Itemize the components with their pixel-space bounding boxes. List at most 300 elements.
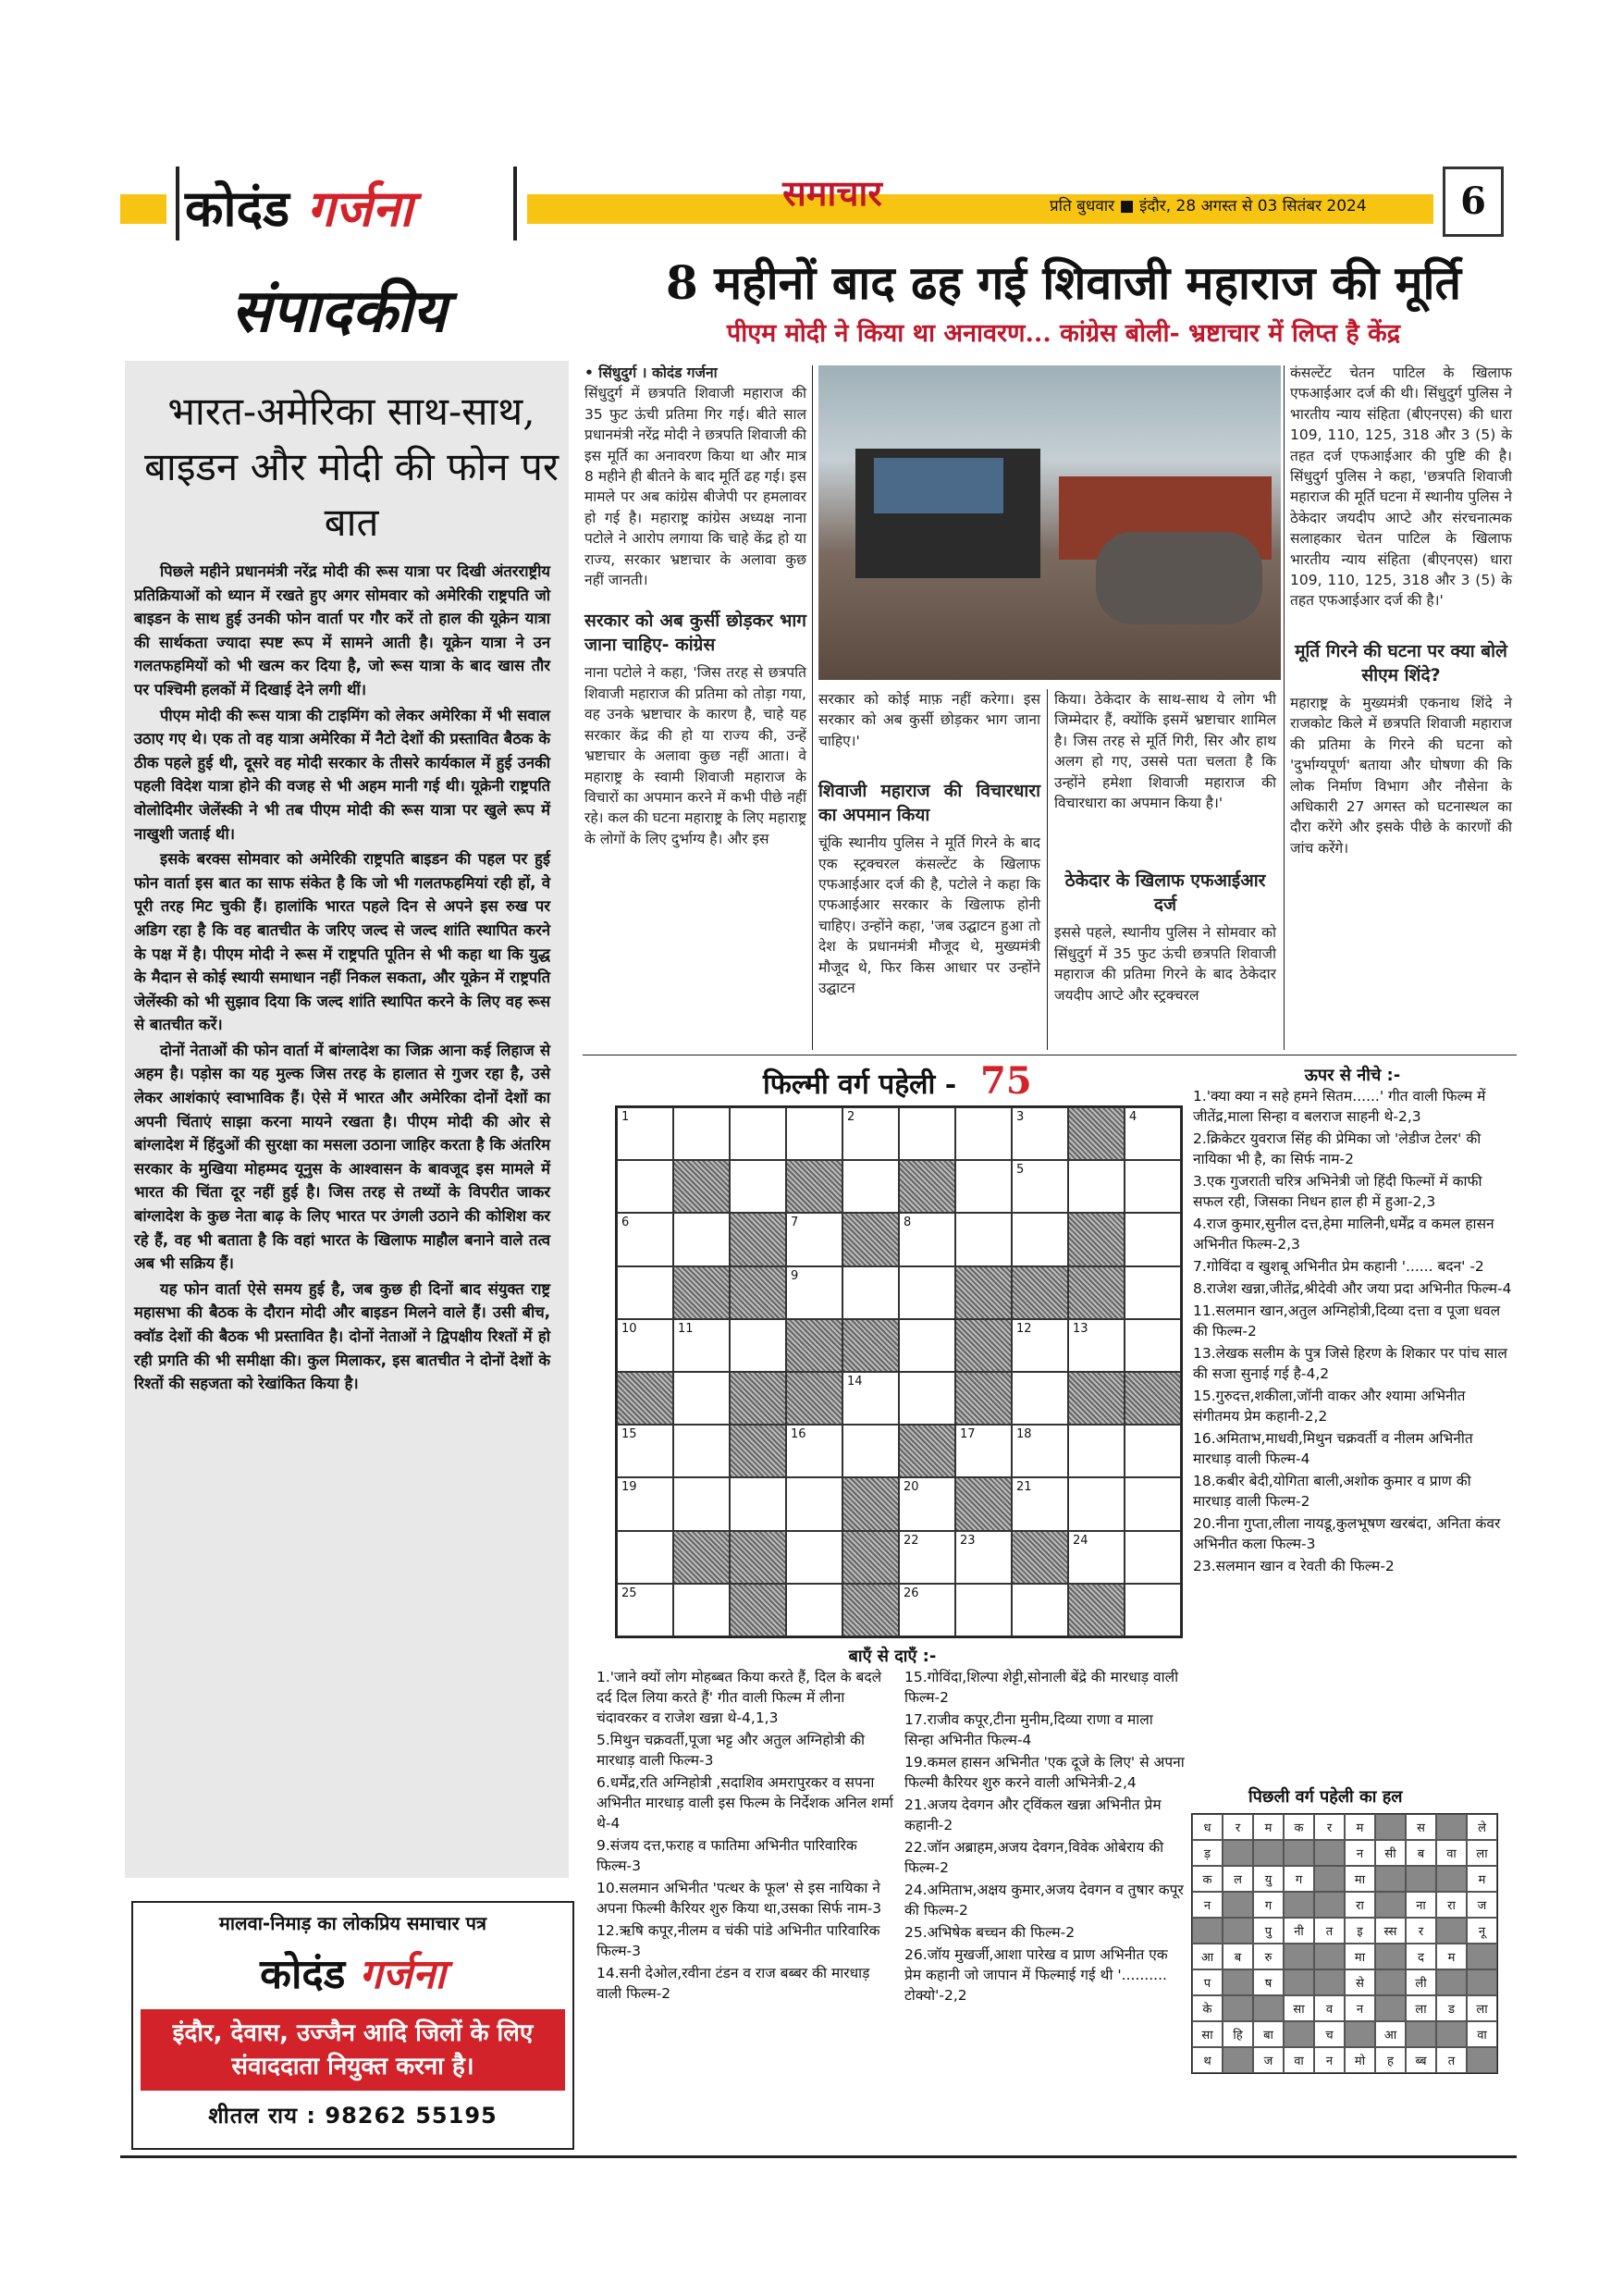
crossword-block (1012, 1531, 1068, 1584)
crossword-cell[interactable] (1012, 1477, 1068, 1530)
crossword-cell[interactable] (955, 1213, 1012, 1265)
clue-number: 6 (621, 1216, 630, 1230)
crossword-block (617, 1372, 673, 1425)
down-clues (1193, 1066, 1512, 1578)
crossword-cell[interactable] (899, 1107, 955, 1160)
column-rule (812, 365, 813, 1050)
solution-block (1467, 1969, 1497, 1995)
clue-item: 1.'क्या क्या न सहे हमने सितम......' गीत वाली फिल्म में जीतेंद्र,माला सिन्हा व बलराज साहनी थे-2,3 (1193, 1088, 1486, 1125)
crossword-cell[interactable] (1012, 1584, 1068, 1636)
clue-item: 6.धर्मेंद्र,रति अग्निहोत्री ,सदाशिव अमरापुरकर व सपना अभिनीत मारधाड़ वाली इस फिल्म के निर्देशक अनिल शर्मा थे-4 (596, 1774, 893, 1832)
solution-cell: न (1345, 1995, 1375, 2021)
clue-number: 4 (1129, 1110, 1137, 1124)
crossword-block (730, 1213, 786, 1265)
crossword-block (730, 1372, 786, 1425)
solution-cell: ग (1284, 1866, 1314, 1892)
story-dateline: • सिंधुदुर्ग । कोदंड गर्जना (584, 364, 718, 381)
solution-block (1223, 1840, 1253, 1866)
story-text: चूंकि स्थानीय पुलिस ने मूर्ति गिरने के बाद एक स्ट्रक्चरल कंसल्टेंट के खिलाफ एफआईआर दर्ज की है, पटोले ने कहा कि एफआईआर सरकार के खिलाफ होनी चाहिए। उन्होंने कहा, 'जब उद्घाटन हुआ तो देश के प्रधानमंत्री मौजूद थे, मुख्यमंत्री मौजूद थे, फिर किस आधार पर उन्होंने उद्घाटन (818, 834, 1040, 997)
solution-cell: के (1192, 1995, 1223, 2021)
solution-cell: म (1467, 1866, 1497, 1892)
solution-block (1345, 2021, 1375, 2047)
solution-cell: ड़ (1192, 1840, 1223, 1866)
crossword-cell[interactable] (786, 1531, 842, 1584)
crossword-cell[interactable] (673, 1425, 730, 1477)
crossword-block (1068, 1266, 1125, 1319)
crossword-cell[interactable] (842, 1160, 899, 1213)
story-subheading: ठेकेदार के खिलाफ एफआईआर दर्ज (1064, 870, 1266, 916)
crossword-number: 75 (980, 1059, 1032, 1103)
solution-block (1467, 2047, 1497, 2073)
solution-block (1375, 1944, 1406, 1969)
crossword-cell[interactable] (617, 1531, 673, 1584)
solution-block (1314, 1840, 1345, 1866)
story-text: नाना पटोले ने कहा, 'जिस तरह से छत्रपति शिवाजी महाराज की प्रतिमा को तोड़ा गया, वह उनके भ्रष्टाचार के कारण है, चाहे यह सरकार केंद्र की हो या राज्य की, उन्हें भ्रष्टाचार के अलावा कुछ नहीं आता। वे महाराष्ट्र के स्वामी शिवाजी महाराज के विचारों का अपमान करने में कभी पीछे नहीं रहे। कल की घटना महाराष्ट्र के लिए महाराष्ट्र के लोगों के लिए दुर्भाग्य है। और इस (584, 664, 806, 847)
solution-cell: थ (1192, 2047, 1223, 2073)
clue-item: 4.राज कुमार,सुनील दत्त,हेमा मालिनी,धर्मेंद्र व कमल हासन अभिनीत फिल्म-2,3 (1193, 1216, 1494, 1253)
solution-title: पिछली वर्ग पहेली का हल (1248, 1787, 1403, 1807)
solution-block (1223, 1892, 1253, 1918)
crossword-cell[interactable] (899, 1584, 955, 1636)
solution-block (1284, 1840, 1314, 1866)
solution-cell: से (1345, 1969, 1375, 1995)
story-col-1 (584, 363, 806, 849)
solution-block (1223, 1918, 1253, 1944)
solution-cell: च (1314, 2021, 1345, 2047)
clue-item: 11.सलमान खान,अतुल अग्निहोत्री,दिव्या दत्ता व पूजा धवल की फिल्म-2 (1193, 1302, 1501, 1339)
crossword-block (1068, 1213, 1125, 1265)
clue-number: 22 (904, 1533, 919, 1548)
crossword-cell[interactable] (1125, 1425, 1181, 1477)
crossword-block (1068, 1584, 1125, 1636)
solution-block (1223, 1995, 1253, 2021)
solution-cell: ब (1223, 1944, 1253, 1969)
ad-tagline: मालवा-निमाड़ का लोकप्रिय समाचार पत्र (218, 1912, 487, 1934)
clue-number: 21 (1016, 1480, 1032, 1495)
crossword-cell[interactable] (730, 1477, 786, 1530)
crossword-cell[interactable] (617, 1160, 673, 1213)
story-text: महाराष्ट्र के मुख्यमंत्री एकनाथ शिंदे ने राजकोट किले में छत्रपति शिवाजी महाराज की प्रतिमा के गिरने की घटना को 'दुर्भाग्यपूर्ण' बताया और घोषणा की कि लोक निर्माण विभाग और नौसेना के अधिकारी 27 अगस्त को घटनास्थल का दौरा करेंगे और इसके पीछे के कारणों की जांच करेंगे। (1290, 694, 1512, 857)
crossword-cell[interactable] (786, 1107, 842, 1160)
solution-cell: रु (1253, 1944, 1284, 1969)
solution-cell: वा (1467, 2021, 1497, 2047)
editorial-paragraph: पीएम मोदी की रूस यात्रा की टाइमिंग को लेकर अमेरिका में भी सवाल उठाए गए थे। एक तो वह यात्रा अमेरिका में नैटो देशों की प्रस्तावित बैठक के ठीक पहले हुई थी, दूसरे वह मोदी सरकार के तीसरे कार्यकाल में हुई उनकी पहली विदेश यात्रा होने की वजह से भी अहम मानी गई थी। यूक्रेनी राष्ट्रपति वोलोदिमीर जेलेंस्की ने भी तब पीएम मोदी की रूस यात्रा पर खुले रूप में नाखुशी जताई थी। (134, 706, 550, 843)
crossword-cell[interactable] (617, 1477, 673, 1530)
crossword-cell[interactable] (673, 1213, 730, 1265)
crossword-cell[interactable] (899, 1477, 955, 1530)
clue-item: 18.कबीर बेदी,योगिता बाली,अशोक कुमार व प्राण की मारधाड़ वाली फिल्म-2 (1193, 1473, 1471, 1510)
solution-grid (1191, 1813, 1498, 2074)
solution-block (1284, 1944, 1314, 1969)
solution-cell: ग (1253, 1892, 1284, 1918)
clue-item: 25.अभिषेक बच्चन की फिल्म-2 (904, 1924, 1076, 1941)
crossword-cell[interactable] (617, 1213, 673, 1265)
crossword-cell[interactable] (617, 1425, 673, 1477)
clue-number: 9 (791, 1268, 799, 1283)
clue-item: 2.क्रिकेटर युवराज सिंह की प्रेमिका जो 'लेडीज टेलर' की नायिका भी है, का सिर्फ नाम-2 (1193, 1130, 1482, 1167)
crossword-cell[interactable] (786, 1477, 842, 1530)
clue-number: 1 (621, 1110, 630, 1124)
crossword-cell[interactable] (617, 1319, 673, 1372)
solution-cell: वा (1284, 2047, 1314, 2073)
solution-cell: ली (1406, 1969, 1436, 1995)
crossword-block (730, 1584, 786, 1636)
crossword-cell[interactable] (673, 1107, 730, 1160)
crossword-cell[interactable] (899, 1213, 955, 1265)
crossword-cell[interactable] (1068, 1425, 1125, 1477)
solution-block (1253, 1995, 1284, 2021)
solution-cell: ला (1406, 1995, 1436, 2021)
solution-block (1284, 1969, 1314, 1995)
solution-block (1436, 1918, 1467, 1944)
solution-block (1406, 1866, 1436, 1892)
solution-cell: द (1406, 1944, 1436, 1969)
solution-cell: ना (1406, 1892, 1436, 1918)
clue-number: 14 (847, 1375, 863, 1389)
solution-cell: ज (1467, 1892, 1497, 1918)
crossword-block (673, 1531, 730, 1584)
crossword-cell[interactable] (842, 1372, 899, 1425)
crossword-cell[interactable] (1125, 1160, 1181, 1213)
crossword-cell[interactable] (786, 1425, 842, 1477)
crossword-cell[interactable] (1012, 1372, 1068, 1425)
clue-number: 10 (621, 1321, 637, 1336)
crossword-block (842, 1531, 899, 1584)
editorial-paragraph: यह फोन वार्ता ऐसे समय हुई है, जब कुछ ही दिनों बाद संयुक्त राष्ट्र महासभा की बैठक के दौरान मोदी और बाइडन मिलने वाले हैं। उसी बीच, क्वॉड देशों की बैठक भी प्रस्तावित है। दोनों नेताओं ने द्विपक्षीय रिश्तों में हो रही प्रगति की भी समीक्षा की। कुल मिलाकर, इस बातचीत ने दोनों देशों के रिश्तों की सहजता को रेखांकित किया है। (134, 1279, 550, 1393)
solution-cell: बा (1253, 2021, 1284, 2047)
solution-cell: ल (1223, 1866, 1253, 1892)
logo-word-1: कोदंड (185, 179, 290, 238)
solution-cell: र (1223, 1814, 1253, 1840)
crossword-block (730, 1425, 786, 1477)
crossword-cell[interactable] (617, 1584, 673, 1636)
editorial-paragraph: इसके बरक्स सोमवार को अमेरिकी राष्ट्रपति बाइडन की पहल पर हुई फोन वार्ता इस बात का साफ संकेत है कि जो भी गलतफहमियां रही हों, वे पूरी तरह मिट चुकी हैं। हालांकि भारत पहले दिन से अपने इस रुख पर अडिग रहा है कि वह बातचीत के जरिए जल्द से जल्द शांति स्थापित करने के पक्ष में है। पीएम मोदी ने रूस में राष्ट्रपति पूतिन से भी कहा था कि युद्ध के मैदान से कोई स्थायी समाधान नहीं निकल सकता, और यूक्रेन में राष्ट्रपति जेलेंस्की को भी सुझाव दिया कि जल्द शांति स्थापित करने के लिए वह रूस से बातचीत करें। (134, 850, 550, 1034)
clue-item: 3.एक गुजराती चरित्र अभिनेत्री जो हिंदी फिल्मों में काफी सफल रही, जिसका निधन हाल ही में हुआ-2,3 (1193, 1173, 1482, 1210)
story-subhead: पीएम मोदी ने किया था अनावरण... कांग्रेस बोली- भ्रष्टाचार में लिप्त है केंद्र (726, 319, 1401, 348)
crossword-cell[interactable] (786, 1266, 842, 1319)
crossword-block (1068, 1372, 1125, 1425)
solution-cell: ष (1253, 1969, 1284, 1995)
solution-cell: ले (1467, 1814, 1497, 1840)
crossword-cell[interactable] (955, 1584, 1012, 1636)
clue-item: 9.संजय दत्त,फराह व फातिमा अभिनीत पारिवारिक फिल्म-3 (596, 1837, 857, 1874)
solution-cell: मा (1345, 1944, 1375, 1969)
solution-cell: त (1314, 1918, 1345, 1944)
solution-cell: वा (1436, 1840, 1467, 1866)
crossword-cell[interactable] (1125, 1584, 1181, 1636)
crossword-cell[interactable] (673, 1584, 730, 1636)
crossword-block (899, 1425, 955, 1477)
story-headline: 8 महीनों बाद ढह गई शिवाजी महाराज की मूर्ति (666, 255, 1461, 310)
crossword-block (899, 1160, 955, 1213)
clue-item: 22.जॉन अब्राहम,अजय देवगन,विवेक ओबेराय की फिल्म-2 (904, 1839, 1164, 1876)
crossword-cell[interactable] (899, 1531, 955, 1584)
ad-logo-word-1: कोदंड (260, 1951, 346, 1998)
page-number: 6 (1443, 167, 1504, 237)
crossword-cell[interactable] (1012, 1160, 1068, 1213)
crossword-cell[interactable] (1068, 1319, 1125, 1372)
advertisement (131, 1901, 574, 2150)
crossword-cell[interactable] (955, 1160, 1012, 1213)
clue-item: 7.गोविंदा व खुशबू अभिनीत प्रेम कहानी '...... बदन' -2 (1193, 1258, 1484, 1275)
clue-number: 5 (1016, 1163, 1025, 1178)
story-subheading: शिवाजी महाराज की विचारधारा का अपमान किया (818, 781, 1040, 826)
solution-block (1375, 1995, 1406, 2021)
solution-cell: ब्ब (1406, 2047, 1436, 2073)
crossword-cell[interactable] (1125, 1477, 1181, 1530)
solution-cell: सी (1375, 1840, 1406, 1866)
solution-cell: ला (1467, 1995, 1497, 2021)
clue-number: 25 (621, 1586, 637, 1600)
clue-item: 24.अमिताभ,अक्षय कुमार,अजय देवगन व तुषार कपूर की फिल्म-2 (904, 1882, 1184, 1919)
crossword-block (673, 1266, 730, 1319)
editorial-paragraph: दोनों नेताओं की फोन वार्ता में बांग्लादेश का जिक्र आना कई लिहाज से अहम है। पड़ोस का यह मुल्क जिस तरह के हालात से गुजर रहा है, उसे लेकर आशंकाएं स्वाभाविक हैं। ऐसे में भारत और अमेरिका दोनों देशों का अपनी चिंताएं साझा करना मायने रखता है। पीएम मोदी की ओर से बांग्लादेश में हिंदुओं की सुरक्षा का मसला उठाना जाहिर करता है कि अंतरिम सरकार के मुखिया मोहम्मद यूनुस के आश्वासन के बावजूद इस मामले में भारत की चिंता दूर नहीं हुई है। जिस तरह से तथ्यों के विपरीत जाकर बांग्लादेश के कुछ नेता बाढ़ के लिए भारत पर उंगली उठाने की कोशिश कर रहे हैं, वह भी बताता है कि वहां भारत के खिलाफ माहौल बनाने वाले तत्व अब भी सक्रिय हैं। (134, 1041, 550, 1273)
logo-word-2: गर्जना (306, 179, 413, 238)
solution-block (1375, 1892, 1406, 1918)
crossword-cell[interactable] (730, 1319, 786, 1372)
solution-block (1436, 1814, 1467, 1840)
solution-cell: म (1253, 1814, 1284, 1840)
solution-block (1284, 1892, 1314, 1918)
clue-item: 20.नीना गुप्ता,लीला नायडू,कुलभूषण खरबंदा, अनिता कंवर अभिनीत कला फिल्म-3 (1193, 1515, 1501, 1552)
clue-item: 12.ऋषि कपूर,नीलम व चंकी पांडे अभिनीत पारिवारिक फिल्म-3 (596, 1922, 880, 1959)
story-col-2 (818, 689, 1040, 998)
crossword-block (955, 1372, 1012, 1425)
crossword-cell[interactable] (899, 1266, 955, 1319)
ad-message: इंदौर, देवास, उज्जैन आदि जिलों के लिए संवाददाता नियुक्त करना है। (141, 2009, 565, 2091)
clue-item: 16.अमिताभ,माधवी,मिथुन चक्रवर्ती व नीलम अभिनीत मारधाड़ वाली फिल्म-4 (1193, 1430, 1473, 1467)
solution-cell: मो (1345, 2047, 1375, 2073)
solution-block (1253, 1840, 1284, 1866)
clue-item: 1.'जाने क्यों लोग मोहब्बत किया करते हैं, दिल के बदले दर्द दिल लिया करते हैं' गीत वाली फिल्म में लीना चंदावरकर व राजेश खन्ना थे-4,1,3 (596, 1669, 882, 1726)
solution-block (1436, 1969, 1467, 1995)
column-rule (1284, 365, 1285, 1050)
solution-cell: म (1345, 1814, 1375, 1840)
clue-number: 15 (621, 1427, 637, 1442)
ad-contact: शीतल राय : 98262 55195 (208, 2103, 498, 2129)
crossword-block (842, 1584, 899, 1636)
crossword-cell[interactable] (1068, 1477, 1125, 1530)
clue-item: 13.लेखक सलीम के पुत्र जिसे हिरण के शिकार पर पांच साल की सजा सुनाई गई है-4,2 (1193, 1345, 1507, 1382)
solution-cell: नी (1284, 1918, 1314, 1944)
solution-block (1223, 2047, 1253, 2073)
crossword-cell[interactable] (617, 1107, 673, 1160)
crossword-cell[interactable] (955, 1107, 1012, 1160)
crossword-cell[interactable] (955, 1531, 1012, 1584)
clue-item: 17.राजीव कपूर,टीना मुनीम,दिव्या राणा व माला सिन्हा अभिनीत फिल्म-4 (904, 1711, 1153, 1748)
solution-cell: र (1406, 1918, 1436, 1944)
crossword-cell[interactable] (1068, 1160, 1125, 1213)
ad-logo-word-2: गर्जना (359, 1951, 446, 1998)
crossword-block (955, 1477, 1012, 1530)
clue-number: 24 (1073, 1533, 1088, 1548)
clue-number: 13 (1073, 1321, 1088, 1336)
crossword-block (1012, 1266, 1068, 1319)
story-col-4 (1290, 363, 1512, 858)
crossword-cell[interactable] (1125, 1319, 1181, 1372)
crossword-cell[interactable] (1068, 1531, 1125, 1584)
clue-item: 14.सनी देओल,रवीना टंडन व राज बब्बर की मारधाड़ वाली फिल्म-2 (596, 1965, 870, 2002)
solution-block (1406, 2021, 1436, 2047)
solution-cell: र (1314, 1814, 1345, 1840)
crossword-block (1125, 1372, 1181, 1425)
solution-block (1375, 1866, 1406, 1892)
masthead-band-left (120, 194, 166, 224)
masthead-logo (166, 167, 527, 250)
solution-cell: आ (1192, 1944, 1223, 1969)
clue-number: 18 (1016, 1427, 1032, 1442)
crossword-cell[interactable] (673, 1319, 730, 1372)
dateline: प्रति बुधवार ■ इंदौर, 28 अगस्त से 03 सितंबर 2024 (1050, 197, 1367, 216)
solution-cell: ड (1436, 1995, 1467, 2021)
solution-cell: त (1436, 2047, 1467, 2073)
solution-cell: न (1345, 1840, 1375, 1866)
crossword-cell[interactable] (617, 1266, 673, 1319)
clue-item: 23.सलमान खान व रेवती की फिल्म-2 (1193, 1558, 1395, 1574)
column-rule (1047, 689, 1048, 1050)
solution-cell: स्स (1375, 1918, 1406, 1944)
story-col-3 (1054, 689, 1276, 1006)
clue-number: 26 (904, 1586, 919, 1600)
solution-block (1284, 2021, 1314, 2047)
solution-cell: प (1192, 1969, 1223, 1995)
story-text: सरकार को कोई माफ़ नहीं करेगा। इस सरकार को अब कुर्सी छोड़कर भाग जाना चाहिए।' (818, 691, 1040, 749)
crossword-cell[interactable] (1012, 1425, 1068, 1477)
crossword-cell[interactable] (842, 1425, 899, 1477)
crossword-cell[interactable] (842, 1266, 899, 1319)
crossword-block (730, 1266, 786, 1319)
clue-number: 11 (678, 1321, 694, 1336)
clue-number: 7 (791, 1216, 799, 1230)
story-subheading: मूर्ति गिरने की घटना पर क्या बोले सीएम शिंदे? (1295, 640, 1507, 685)
crossword-cell[interactable] (899, 1319, 955, 1372)
solution-cell: नू (1467, 1918, 1497, 1944)
solution-cell: न (1192, 1892, 1223, 1918)
clue-item: 21.अजय देवगन और ट्विंकल खन्ना अभिनीत प्रेम कहानी-2 (904, 1796, 1162, 1833)
across-clues (596, 1647, 1188, 2007)
solution-block (1314, 1944, 1345, 1969)
editorial-paragraph: पिछले महीने प्रधानमंत्री नरेंद्र मोदी की रूस यात्रा पर दिखी अंतरराष्ट्रीय प्रतिक्रियाओं को ध्यान में रखते हुए अगर सोमवार को अमेरिकी राष्ट्रपति जो बाइडन के साथ हुई उनकी फोन वार्ता पर गौर करें तो हाल की यूक्रेन यात्रा की सार्थकता ज्यादा स्पष्ट रूप में सामने आती है। यूक्रेन यात्रा ने उन गलतफहमियों को भी खत्म कर दिया है, जो रूस यात्रा के बाद खास तौर पर पश्चिमी हलकों में दिखाई देने लगी थीं। (134, 562, 550, 698)
clue-number: 2 (847, 1110, 855, 1124)
solution-cell: रा (1436, 1892, 1467, 1918)
solution-cell: यु (1253, 1866, 1284, 1892)
solution-cell: हि (1223, 2021, 1253, 2047)
clue-number: 19 (621, 1480, 637, 1495)
solution-block (1436, 1866, 1467, 1892)
clue-item: 8.राजेश खन्ना,जीतेंद्र,श्रीदेवी और जया प्रदा अभिनीत फिल्म-4 (1193, 1280, 1512, 1297)
crossword-block (730, 1531, 786, 1584)
crossword-cell[interactable] (730, 1160, 786, 1213)
crossword-cell[interactable] (1125, 1266, 1181, 1319)
solution-cell: सा (1284, 1995, 1314, 2021)
clue-item: 15.गोविंदा,शिल्पा शेट्टी,सोनाली बेंद्रे की मारधाड़ वाली फिल्म-2 (904, 1669, 1179, 1706)
editorial-headline: भारत-अमेरिका साथ-साथ, बाइडन और मोदी की फोन पर बात (143, 389, 559, 545)
clue-item: 26.जॉय मुखर्जी,आशा पारेख व प्राण अभिनीत एक प्रेम कहानी जो जापान में फिल्माई गई थी '.......... टोक्यो'-2,2 (904, 1946, 1168, 2004)
clue-number: 17 (960, 1427, 976, 1442)
solution-cell: ध (1192, 1814, 1223, 1840)
solution-cell: मा (1345, 1866, 1375, 1892)
crossword-cell[interactable] (1012, 1213, 1068, 1265)
clue-number: 23 (960, 1533, 976, 1548)
crossword-cell[interactable] (786, 1584, 842, 1636)
crossword-cell[interactable] (730, 1107, 786, 1160)
solution-cell: ला (1467, 1840, 1497, 1866)
crossword-cell[interactable] (899, 1372, 955, 1425)
solution-block (1223, 1969, 1253, 1995)
crossword-block (842, 1213, 899, 1265)
clue-number: 12 (1016, 1321, 1032, 1336)
solution-block (1314, 1892, 1345, 1918)
editorial-label: संपादकीय (231, 277, 448, 346)
across-heading: बाएँ से दाएँ :- (848, 1647, 937, 1666)
crossword-block (786, 1372, 842, 1425)
solution-cell: स (1406, 1814, 1436, 1840)
section-label: समाचार (782, 172, 882, 214)
story-text: सिंधुदुर्ग में छत्रपति शिवाजी महाराज की 35 फुट ऊंची प्रतिमा गिर गई। बीते साल प्रधानमंत्री नरेंद्र मोदी ने छत्रपति शिवाजी की इस मूर्ति का अनावरण किया था और मात्र 8 महीने ही बीतने के बाद मूर्ति ढह गई। इस मामले पर अब कांग्रेस बीजेपी पर हमलावर हो गई है। महाराष्ट्र कांग्रेस अध्यक्ष नाना पटोले ने आरोप लगाया कि चाहे केंद्र हो या राज्य, सरकार भ्रष्टाचार के अलावा कुछ नहीं जानती। (584, 385, 806, 589)
ad-logo (133, 1944, 572, 2000)
clue-item: 19.कमल हासन अभिनीत 'एक दूजे के लिए' से अपना फिल्मी कैरियर शुरु करने वाली अभिनेत्री-2,4 (904, 1754, 1185, 1791)
solution-cell: न (1314, 2047, 1345, 2073)
clue-item: 10.सलमान अभिनीत 'पत्थर के फूल' से इस नायिका ने अपना फिल्मी कैरियर शुरु किया था,उसका सिर्फ नाम-3 (596, 1880, 882, 1917)
solution-block (1314, 1969, 1345, 1995)
solution-cell: क (1284, 1814, 1314, 1840)
crossword-cell[interactable] (673, 1477, 730, 1530)
clue-number: 20 (904, 1480, 919, 1495)
crossword-cell[interactable] (1125, 1213, 1181, 1265)
crossword-grid[interactable] (615, 1105, 1183, 1638)
down-heading: ऊपर से नीचे :- (1304, 1066, 1401, 1085)
solution-block (1436, 2021, 1467, 2047)
crossword-block (842, 1477, 899, 1530)
solution-cell: इ (1345, 1918, 1375, 1944)
clue-item: 5.मिथुन चक्रवर्ती,पूजा भट्ट और अतुल अग्निहोत्री की मारधाड़ वाली फिल्म-3 (596, 1732, 866, 1769)
solution-cell: ज (1253, 2047, 1284, 2073)
crossword-cell[interactable] (1012, 1107, 1068, 1160)
crossword-cell[interactable] (1125, 1107, 1181, 1160)
crossword-block (673, 1160, 730, 1213)
solution-cell: रा (1345, 1892, 1375, 1918)
solution-block (1314, 1866, 1345, 1892)
clue-number: 16 (791, 1427, 806, 1442)
crossword-title: फिल्मी वर्ग पहेली - (763, 1068, 957, 1101)
crossword-cell[interactable] (673, 1372, 730, 1425)
solution-cell: आ (1375, 2021, 1406, 2047)
crossword-block (842, 1319, 899, 1372)
solution-cell: ह (1375, 2047, 1406, 2073)
solution-cell: पु (1253, 1918, 1284, 1944)
solution-block (1375, 1969, 1406, 1995)
solution-cell: म (1436, 1944, 1467, 1969)
crossword-block (786, 1160, 842, 1213)
crossword-block (955, 1266, 1012, 1319)
crossword-cell[interactable] (955, 1425, 1012, 1477)
clue-item: 15.गुरुदत्त,शकीला,जॉनी वाकर और श्यामा अभिनीत संगीतमय प्रेम कहानी-2,2 (1193, 1388, 1466, 1425)
crossword-cell[interactable] (786, 1213, 842, 1265)
crossword-cell[interactable] (1012, 1319, 1068, 1372)
solution-cell: सा (1192, 2021, 1223, 2047)
crossword-block (1068, 1107, 1125, 1160)
crossword-cell[interactable] (842, 1107, 899, 1160)
editorial-body (134, 560, 550, 1398)
story-text: किया। ठेकेदार के साथ-साथ ये लोग भी जिम्मेदार हैं, क्योंकि इसमें भ्रष्टाचार शामिल है। जिस तरह से मूर्ति गिरी, सिर और हाथ अलग हो गए, उससे पता चलता है कि उन्होंने हमेशा शिवाजी महाराज की विचारधारा का अपमान किया है।' (1054, 691, 1276, 812)
statue-photo (818, 365, 1281, 680)
solution-cell: व (1314, 1995, 1345, 2021)
story-subheading: सरकार को अब कुर्सी छोड़कर भाग जाना चाहिए- कांग्रेस (584, 611, 806, 656)
solution-block (1467, 1944, 1497, 1969)
crossword-cell[interactable] (1125, 1531, 1181, 1584)
clue-number: 3 (1016, 1110, 1025, 1124)
solution-cell: ब (1406, 1840, 1436, 1866)
